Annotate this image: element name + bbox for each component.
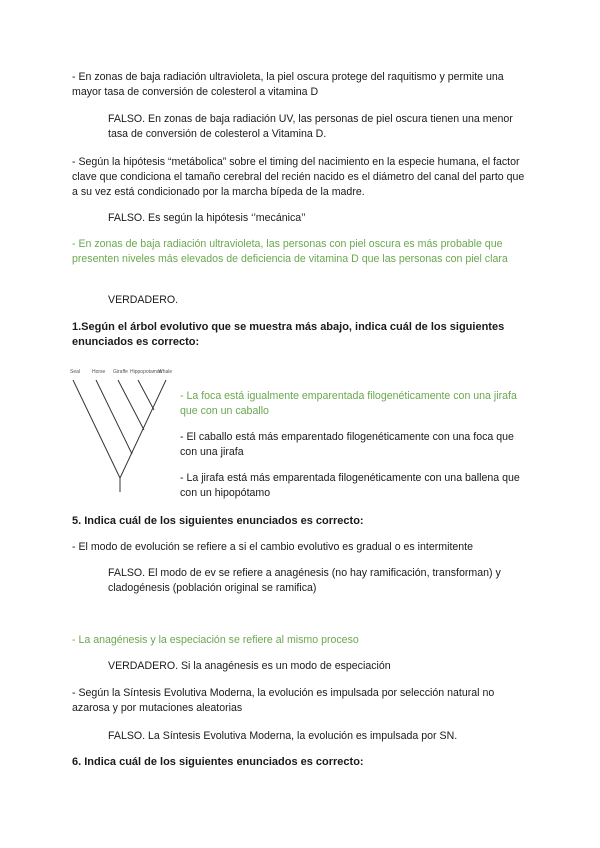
answer-5-option-2: VERDADERO. Si la anagénesis es un modo de especiación bbox=[108, 660, 391, 672]
tree-label-giraffe: Giraffe bbox=[113, 369, 128, 375]
answer-vitamin-d-deficiency: VERDADERO. bbox=[108, 294, 179, 306]
question-1-option-3: - La jirafa está más emparentada filogenéticamente con una ballena que con un hipopótamo bbox=[180, 472, 520, 499]
question-5-option-2: - La anagénesis y la especiación se refiere al mismo proceso bbox=[72, 634, 359, 646]
statement-vitamin-d-deficiency: - En zonas de baja radiación ultravioleta, las personas con piel oscura es más probable que presenten niveles más elevados de deficiencia de vitamina D que las personas con piel clara bbox=[72, 238, 508, 265]
question-1-title: 1.Según el árbol evolutivo que se muestra más abajo, indica cuál de los siguientes enunciados es correcto: bbox=[72, 321, 505, 348]
tree-label-hippopotamus: Hippopotamus bbox=[130, 369, 163, 375]
question-1-option-1: - La foca está igualmente emparentada filogenéticamente con una jirafa que con un caballo bbox=[180, 390, 517, 417]
tree-label-horse: Horse bbox=[92, 369, 106, 375]
tree-label-seal: Seal bbox=[70, 369, 81, 375]
tree-branches bbox=[68, 366, 176, 496]
answer-5-option-1: FALSO. El modo de ev se refiere a anagénesis (no hay ramificación, transforman) y cladogénesis (población original se ramifica) bbox=[108, 567, 501, 594]
tree-label-whale: Whale bbox=[158, 369, 173, 375]
statement-metabolic-hypothesis: - Según la hipótesis “metábolica” sobre el timing del nacimiento en la especie humana, el factor clave que condiciona el tamaño cerebral del recién nacido es el diámetro del canal del parto que a su vez está condicionado por la marcha bípeda de la madre. bbox=[72, 156, 525, 198]
question-6-title: 6. Indica cuál de los siguientes enunciados es correcto: bbox=[72, 756, 364, 768]
answer-5-option-3: FALSO. La Síntesis Evolutiva Moderna, la evolución es impulsada por SN. bbox=[108, 730, 458, 742]
question-5-option-1: - El modo de evolución se refiere a si el cambio evolutivo es gradual o es intermitente bbox=[72, 541, 474, 553]
question-5-option-3: - Según la Síntesis Evolutiva Moderna, la evolución es impulsada por selección natural no azarosa y por mutaciones aleatorias bbox=[72, 687, 495, 714]
answer-uv-dark-skin: FALSO. En zonas de baja radiación UV, las personas de piel oscura tienen una menor tasa de conversión de colesterol a Vitamina D. bbox=[108, 113, 513, 140]
answer-metabolic-hypothesis: FALSO. Es según la hipótesis ‘’mecánica’’ bbox=[108, 212, 306, 224]
statement-uv-dark-skin: - En zonas de baja radiación ultravioleta, la piel oscura protege del raquitismo y permite una mayor tasa de conversión de colesterol a vitamina D bbox=[72, 71, 504, 98]
question-5-title: 5. Indica cuál de los siguientes enunciados es correcto: bbox=[72, 515, 364, 527]
question-1-option-2: - El caballo está más emparentado filogenéticamente con una foca que con una jirafa bbox=[180, 431, 514, 458]
phylogenetic-tree-figure bbox=[68, 366, 176, 496]
